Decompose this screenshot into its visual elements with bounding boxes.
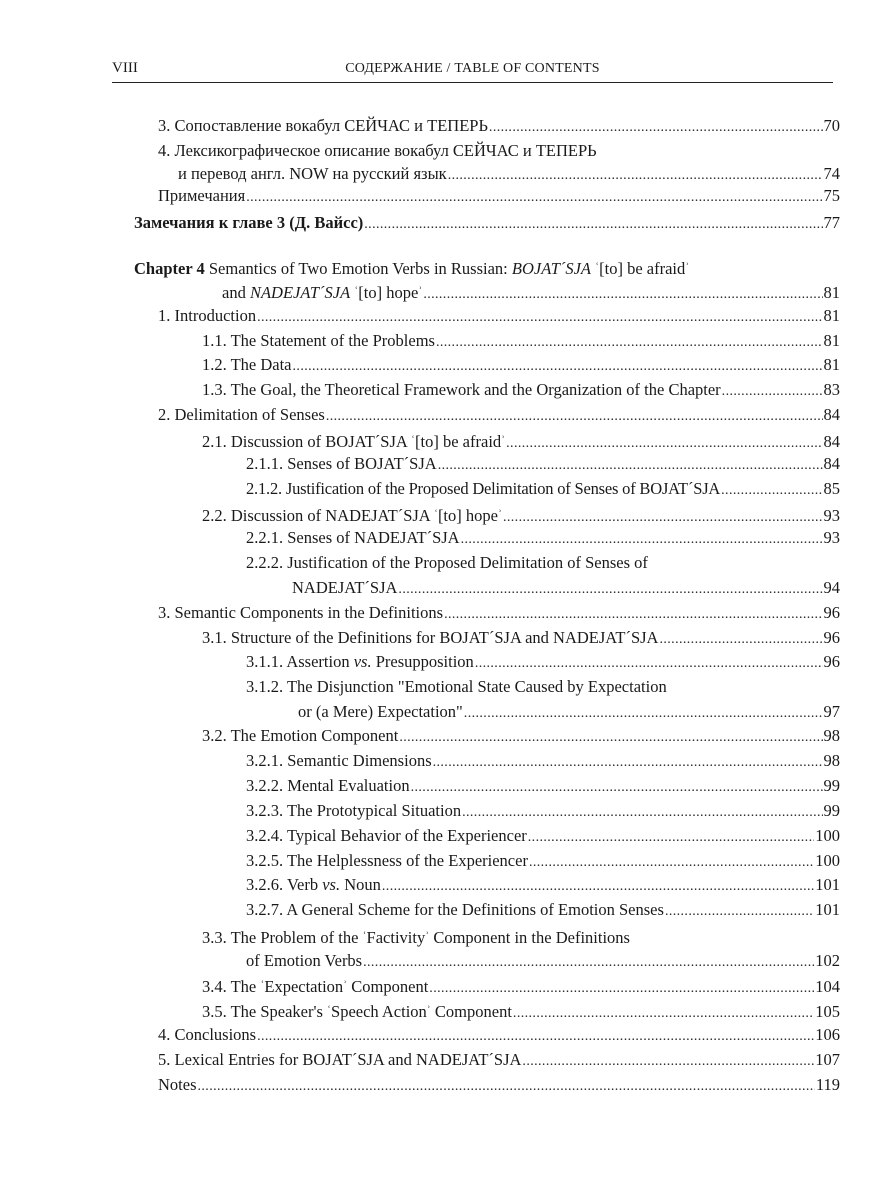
chapter-verb: NADEJAT´SJA: [249, 283, 351, 302]
toc-entry: [292, 576, 840, 600]
toc-entry-page: 81: [823, 306, 840, 325]
toc-entry-page: 81: [823, 331, 840, 350]
toc-entry: [246, 774, 840, 798]
toc-entry-label: 4. Лексикографическое описание вокабул СЕЙЧАС и ТЕПЕРЬ: [158, 141, 597, 160]
toc-entry-page: 101: [815, 875, 840, 894]
toc-entry-label: 3.1. Structure of the Definitions for BOJAT´SJA and NADEJAT´SJA: [202, 628, 659, 647]
toc-entry-page: 77: [823, 213, 840, 232]
toc-entry-label: or (a Mere) Expectation": [298, 702, 463, 721]
toc-entry: [158, 184, 840, 208]
toc-entry-label: 2.2.1. Senses of NADEJAT´SJA: [246, 528, 460, 547]
leader-dots: [364, 211, 822, 237]
toc-entry-label: 3.2.4. Typical Behavior of the Experiencer: [246, 826, 527, 845]
toc-entry-page: 101: [815, 900, 840, 919]
toc-entry: [178, 162, 840, 186]
page-number: VIII: [112, 60, 138, 76]
toc-entry-page: 70: [823, 116, 840, 135]
leader-dots: [246, 184, 822, 210]
toc-entry-label: 4. Conclusions: [158, 1025, 257, 1044]
toc-entry-page: 81: [823, 283, 840, 302]
running-header: [112, 60, 833, 83]
toc-entry: [246, 849, 840, 873]
toc-entry-label: 3.2.3. The Prototypical Situation: [246, 801, 462, 820]
toc-entry: [246, 526, 840, 550]
leader-dots: [461, 526, 823, 552]
leader-dots: [438, 452, 823, 478]
toc-entry: [158, 114, 840, 138]
toc-entry: [246, 650, 840, 674]
toc-entry: [202, 973, 840, 997]
toc-entry: [202, 502, 840, 526]
toc-entry: [202, 353, 840, 377]
leader-dots: [462, 799, 822, 825]
toc-entry: [202, 428, 840, 452]
toc-entry-page: 105: [815, 1002, 840, 1021]
toc-entry-label: 3.2. The Emotion Component: [202, 726, 399, 745]
toc-entry: [158, 1048, 840, 1072]
chapter-heading: [134, 255, 689, 279]
toc-entry-page: 74: [823, 164, 840, 183]
toc-entry: [246, 477, 840, 501]
open-quote: ʿ: [595, 260, 600, 274]
leader-dots: [722, 378, 823, 404]
toc-entry: [134, 211, 840, 235]
leader-dots: [522, 1048, 814, 1074]
toc-entry-label: 3. Сопоставление вокабул СЕЙЧАС и ТЕПЕРЬ: [158, 116, 488, 135]
toc-entry-page: 99: [823, 801, 840, 820]
toc-entry-page: 104: [815, 977, 840, 996]
leader-dots: [659, 626, 822, 652]
gloss: Expectation: [264, 977, 344, 996]
toc-entry: [158, 403, 840, 427]
toc-entry-page: 99: [823, 776, 840, 795]
leader-dots: [257, 304, 822, 330]
toc-entry-page: 93: [823, 528, 840, 547]
toc-entry-page: 107: [815, 1050, 840, 1069]
leader-dots: [382, 873, 814, 899]
toc-entry-page: 81: [823, 355, 840, 374]
toc-entry-page: 102: [815, 951, 840, 970]
leader-dots: [475, 650, 823, 676]
gloss: [to] hope: [437, 506, 498, 525]
toc-entry-label: and NADEJAT´SJA ʿ[to] hopeʾ: [222, 283, 423, 302]
toc-entry: [246, 452, 840, 476]
leader-dots: [363, 949, 814, 975]
toc-entry: [158, 304, 840, 328]
toc-entry-label: Notes: [158, 1075, 197, 1094]
leader-dots: [293, 353, 823, 379]
toc-entry: [202, 329, 840, 353]
toc-entry-label: 3.2.6. Verb vs. Noun: [246, 875, 381, 894]
toc-entry-label: 5. Lexical Entries for BOJAT´SJA and NADEJAT´SJA: [158, 1050, 522, 1069]
toc-entry: [246, 824, 840, 848]
leader-dots: [444, 601, 822, 627]
toc-entry: [222, 279, 840, 303]
toc-entry: [202, 724, 840, 748]
toc-entry: [158, 601, 840, 625]
leader-dots: [326, 403, 823, 429]
toc-entry-page: 84: [823, 454, 840, 473]
gloss: [to] be afraid: [415, 432, 502, 451]
leader-dots: [398, 576, 822, 602]
toc-entry-label: 2.1.2. Justification of the Proposed Delimitation of Senses of BOJAT´SJA: [246, 479, 721, 498]
leader-dots: [529, 849, 814, 875]
toc-entry: [246, 799, 840, 823]
toc-entry: [158, 1073, 840, 1097]
toc-entry: [202, 378, 840, 402]
leader-dots: [464, 700, 823, 726]
toc-entry-page: 94: [823, 578, 840, 597]
toc-entry: [298, 700, 840, 724]
toc-entry-label: 3.5. The Speaker's ʿSpeech Actionʾ Component: [202, 1002, 512, 1021]
toc-entry: [246, 898, 840, 922]
toc-entry-page: 100: [815, 851, 840, 870]
toc-entry-label: и перевод англ. NOW на русский язык: [178, 164, 447, 183]
leader-dots: [198, 1073, 815, 1099]
toc-entry-page: 106: [815, 1025, 840, 1044]
toc-entry-label: 1.1. The Statement of the Problems: [202, 331, 435, 350]
toc-entry-page: 83: [823, 380, 840, 399]
toc-entry-label: 3.2.5. The Helplessness of the Experiencer: [246, 851, 528, 870]
toc-entry-label: 2.1. Discussion of BOJAT´SJA ʿ[to] be afraidʾ: [202, 432, 506, 451]
leader-dots: [489, 114, 823, 140]
toc-entry-page: 96: [823, 628, 840, 647]
leader-dots: [665, 898, 814, 924]
toc-entry-page: 84: [823, 432, 840, 451]
toc-entry-page: 96: [823, 603, 840, 622]
toc-entry-label: 2.2. Discussion of NADEJAT´SJA ʿ[to] hopeʾ: [202, 506, 502, 525]
toc-entry-page: 97: [823, 702, 840, 721]
toc-entry-label: 3.4. The ʿExpectationʾ Component: [202, 977, 429, 996]
gloss: [to] hope: [358, 283, 419, 302]
gloss: Speech Action: [331, 1002, 427, 1021]
toc-entry-label: 2. Delimitation of Senses: [158, 405, 325, 424]
toc-entry-page: 98: [823, 726, 840, 745]
toc-entry-page: 119: [815, 1075, 840, 1094]
toc-entry-page: 84: [823, 405, 840, 424]
toc-entry-page: 85: [823, 479, 840, 498]
toc-entry-label: Примечания: [158, 186, 246, 205]
close-quote: ʾ: [685, 260, 690, 274]
toc-entry-label: 3. Semantic Components in the Definitions: [158, 603, 444, 622]
toc-entry: [202, 998, 840, 1022]
toc-entry: [246, 873, 840, 897]
leader-dots: [433, 749, 823, 775]
leader-dots: [528, 824, 814, 850]
leader-dots: [411, 774, 823, 800]
toc-entry-label: NADEJAT´SJA: [292, 578, 398, 597]
toc-entry: [246, 749, 840, 773]
toc-entry-label: 3.2.7. A General Scheme for the Definitions of Emotion Senses: [246, 900, 664, 919]
toc-entry-page: 75: [823, 186, 840, 205]
toc-entry-page: 93: [823, 506, 840, 525]
toc-entry-label: 1.3. The Goal, the Theoretical Framework and the Organization of the Chapter: [202, 380, 721, 399]
toc-entry-page: 98: [823, 751, 840, 770]
toc-entry-page: 96: [823, 652, 840, 671]
toc-entry-label: of Emotion Verbs: [246, 951, 363, 970]
toc-entry: [202, 626, 840, 650]
toc-entry: [246, 949, 840, 973]
toc-entry-label: 1. Introduction: [158, 306, 257, 325]
toc-entry-label: 3.1.2. The Disjunction "Emotional State Caused by Expectation: [246, 677, 667, 696]
gloss: Factivity: [366, 928, 426, 947]
leader-dots: [257, 1023, 814, 1049]
chapter-title: Semantics of Two Emotion Verbs in Russian:: [204, 259, 512, 278]
toc-entry-label: 1.2. The Data: [202, 355, 292, 374]
toc-entry-page: 100: [815, 826, 840, 845]
toc-entry-label: Замечания к главе 3 (Д. Вайсс): [134, 213, 364, 232]
leader-dots: [721, 477, 822, 503]
toc-entry-label: 3.1.1. Assertion vs. Presupposition: [246, 652, 474, 671]
leader-dots: [399, 724, 822, 750]
chapter-number: Chapter 4: [134, 259, 205, 278]
header-title: СОДЕРЖАНИЕ / TABLE OF CONTENTS: [345, 61, 600, 76]
toc-entry-label: 3.3. The Problem of the ʿFactivityʾ Component in the Definitions: [202, 928, 630, 947]
gloss: [to] be afraid: [599, 259, 686, 278]
toc-entry-label: 2.1.1. Senses of BOJAT´SJA: [246, 454, 437, 473]
toc-entry-label: 3.2.2. Mental Evaluation: [246, 776, 410, 795]
toc-entry-label: 2.2.2. Justification of the Proposed Delimitation of Senses of: [246, 553, 648, 572]
toc-entry-label: 3.2.1. Semantic Dimensions: [246, 751, 432, 770]
toc-entry: [158, 1023, 840, 1047]
leader-dots: [436, 329, 823, 355]
chapter-verb: BOJAT´SJA: [511, 259, 592, 278]
